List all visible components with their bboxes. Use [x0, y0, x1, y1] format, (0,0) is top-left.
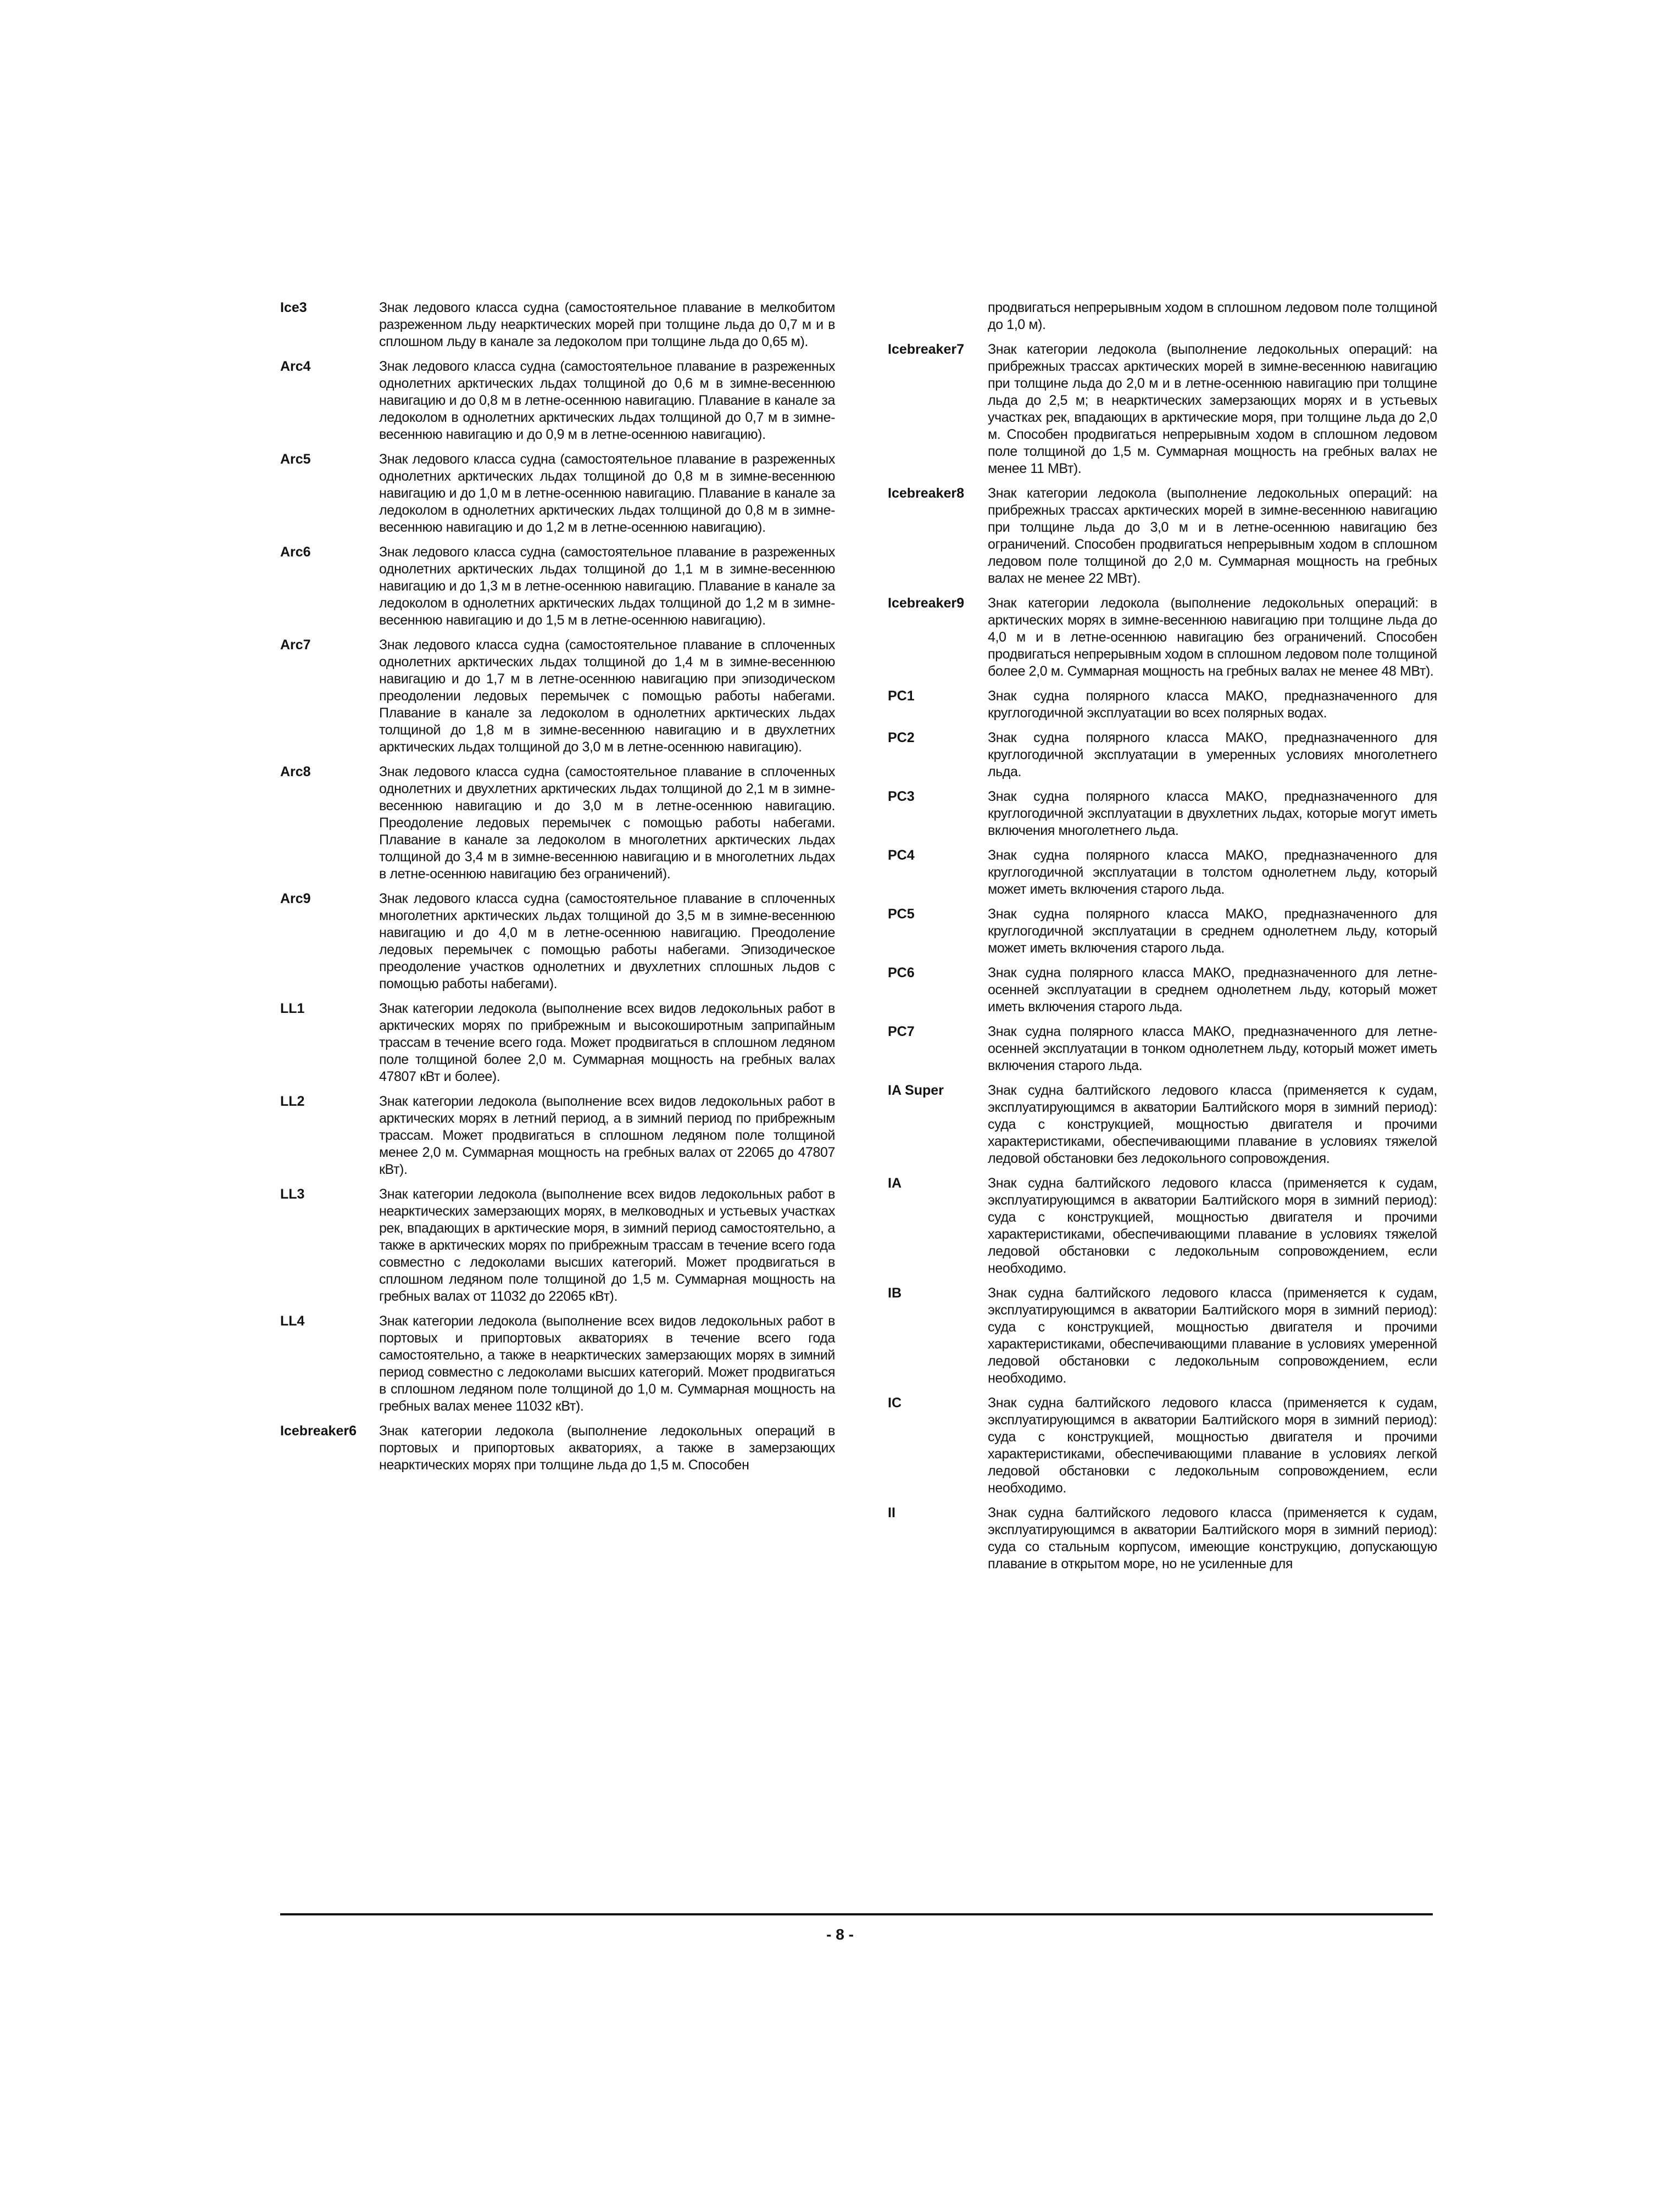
entry-description: Знак судна балтийского ледового класса (применяется к судам, эксплуатирующимся в акватории Балтийского моря в зимний период): суда со стальным корпусом, имеющие конструкцию, допускающую плавание в открытом море, но не усиленные для [988, 1505, 1437, 1572]
definition-entry [888, 341, 1437, 477]
definition-entry [888, 906, 1437, 957]
entry-description: Знак судна балтийского ледового класса (применяется к судам, эксплуатирующимся в акватории Балтийского моря в зимний период): суда с конструкцией, мощностью двигателя и прочими характеристиками, обеспечивающими плавание в условиях умеренной ледовой обстановки с ледокольным сопровождением, если необходимо. [988, 1285, 1437, 1386]
definition-entry [280, 1423, 835, 1474]
entry-code: IA Super [888, 1083, 944, 1098]
entry-description: Знак судна полярного класса МАКО, предназначенного для круглогодичной эксплуатации в толстом однолетнем льду, который может иметь включения старого льда. [988, 848, 1437, 897]
definition-entry [888, 1395, 1437, 1497]
entry-description: Знак судна полярного класса МАКО, предназначенного для круглогодичной эксплуатации в умеренных условиях многолетнего льда. [988, 730, 1437, 779]
entry-description: Знак ледового класса судна (самостоятельное плавание в разреженных однолетних арктических льдах толщиной до 0,8 м в зимне-весеннюю навигацию и до 1,0 м в летне-осеннюю навигацию. Плавание в канале за ледоколом в однолетних арктических льдах толщиной до 0,8 м в зимне-весеннюю навигацию и до 1,2 м в летне-осеннюю навигацию). [379, 452, 835, 535]
entry-code: LL4 [280, 1313, 305, 1329]
definition-entry [888, 729, 1437, 781]
entry-description: Знак судна полярного класса МАКО, предназначенного для круглогодичной эксплуатации в двухлетних льдах, которые могут иметь включения многолетнего льда. [988, 789, 1437, 838]
right-column [888, 299, 1437, 1580]
entry-description: Знак категории ледокола (выполнение ледокольных операций: в арктических морях в зимне-весеннюю навигацию при толщине льда до 4,0 м и в летне-осеннюю навигацию без ограничений. Способен продвигаться непрерывным ходом в сплошном ледовом поле толщиной более 2,0 м. Суммарная мощность на гребных валах не менее 48 МВт). [988, 595, 1437, 679]
footer-rule [280, 1913, 1433, 1915]
entry-code: LL2 [280, 1094, 305, 1109]
definition-entry [888, 1082, 1437, 1167]
definition-entry [888, 595, 1437, 680]
entry-description: Знак судна балтийского ледового класса (применяется к судам, эксплуатирующимся в акватории Балтийского моря в зимний период): суда с конструкцией, мощностью двигателя и прочими характеристиками, обеспечивающими плавание в условиях легкой ледовой обстановки с ледокольным сопровождением, если необходимо. [988, 1395, 1437, 1496]
entry-code: Icebreaker8 [888, 486, 965, 501]
entry-description: Знак судна балтийского ледового класса (применяется к судам, эксплуатирующимся в акватории Балтийского моря в зимний период): суда с конструкцией, мощностью двигателя и прочими характеристиками, обеспечивающими плавание в условиях тяжелой ледовой обстановки без ледокольного сопровождения. [988, 1083, 1437, 1166]
definition-entry [280, 451, 835, 536]
entry-description: Знак судна полярного класса МАКО, предназначенного для летне-осенней эксплуатации в тонком однолетнем льду, который может иметь включения старого льда. [988, 1024, 1437, 1073]
definition-entry [888, 485, 1437, 587]
entry-code: Arc6 [280, 544, 311, 560]
entry-code: Arc7 [280, 637, 311, 653]
entry-code: Icebreaker7 [888, 342, 965, 357]
entry-description: Знак ледового класса судна (самостоятельное плавание в разреженных однолетних арктических льдах толщиной до 0,6 м в зимне-весеннюю навигацию и до 0,8 м в летне-осеннюю навигацию. Плавание в канале за ледоколом в однолетних арктических льдах толщиной до 0,7 м в зимне-весеннюю навигацию и до 0,9 м в летне-осеннюю навигацию). [379, 359, 835, 442]
definition-entry [280, 637, 835, 756]
entry-description: Знак категории ледокола (выполнение всех видов ледокольных работ в портовых и припортовых акваториях в течение всего года самостоятельно, а также в неарктических замерзающих морях в зимний период совместно с ледоколами высших категорий. Может продвигаться в сплошном ледяном поле толщиной до 1,0 м. Суммарная мощность на гребных валах менее 11032 кВт). [379, 1313, 835, 1414]
definition-entry [280, 1313, 835, 1415]
entry-code: Icebreaker9 [888, 595, 965, 611]
definition-entry [888, 1505, 1437, 1573]
entry-description: Знак ледового класса судна (самостоятельное плавание в мелкобитом разреженном льду неарктических морей при толщине льда до 0,7 м и в сплошном льду в канале за ледоколом при толщине льда до 0,65 м). [379, 300, 835, 349]
definition-entry [280, 299, 835, 350]
definition-entry [888, 1175, 1437, 1277]
entry-code: IC [888, 1395, 902, 1411]
entry-code: LL1 [280, 1001, 305, 1016]
entry-code: Icebreaker6 [280, 1423, 357, 1439]
entry-description: Знак ледового класса судна (самостоятельное плавание в сплоченных однолетних арктических льдах толщиной до 1,4 м в зимне-весеннюю навигацию и до 1,7 м в летне-осеннюю навигацию при эпизодическом преодолении ледовых перемычек с помощью работы набегами. Плавание в канале за ледоколом в однолетних арктических льдах толщиной до 1,8 м в зимне-весеннюю навигацию и в двухлетних арктических льдах толщиной до 3,0 м в летне-осеннюю навигацию). [379, 637, 835, 755]
entry-code: Arc5 [280, 452, 311, 467]
entry-description: Знак категории ледокола (выполнение ледокольных операций в портовых и припортовых акваториях, а также в замерзающих неарктических морях при толщине льда до 1,5 м. Способен [379, 1423, 835, 1473]
entry-description: Знак категории ледокола (выполнение всех видов ледокольных работ в арктических морях в летний период, а в зимний период по прибрежным трассам. Может продвигаться в сплошном ледяном поле толщиной менее 2,0 м. Суммарная мощность на гребных валах от 22065 до 47807 кВт). [379, 1094, 835, 1177]
definition-entry [888, 1023, 1437, 1074]
definition-entry [280, 1186, 835, 1305]
page-number: - 8 - [826, 1926, 854, 1943]
entry-code: PC3 [888, 789, 915, 804]
left-column [280, 299, 835, 1481]
entry-description: Знак категории ледокола (выполнение всех видов ледокольных работ в арктических морях по прибрежным и высокоширотным заприпайным трассам в течение всего года. Может продвигаться в сплошном ледяном поле толщиной более 2,0 м. Суммарная мощность на гребных валах 47807 кВт и более). [379, 1001, 835, 1084]
entry-description: Знак судна полярного класса МАКО, предназначенного для круглогодичной эксплуатации в среднем однолетнем льду, который может иметь включения старого льда. [988, 906, 1437, 956]
entry-description: Знак ледового класса судна (самостоятельное плавание в сплоченных многолетних арктических льдах толщиной до 3,5 м в зимне-весеннюю навигацию и до 4,0 м в летне-осеннюю навигацию. Преодоление ледовых перемычек с помощью работы набегами. Эпизодическое преодоление участков однолетних и двухлетних сплошных льдов с помощью работы набегами). [379, 891, 835, 991]
entry-code: LL3 [280, 1186, 305, 1202]
definition-entry [280, 764, 835, 883]
definition-entry [888, 1285, 1437, 1387]
definition-entry [280, 544, 835, 629]
entry-description: Знак ледового класса судна (самостоятельное плавание в разреженных однолетних арктических льдах толщиной до 1,1 м в зимне-весеннюю навигацию и до 1,3 м в летне-осеннюю навигацию. Плавание в канале за ледоколом в однолетних арктических льдах толщиной до 1,2 м в зимне-весеннюю навигацию и до 1,5 м в летне-осеннюю навигацию). [379, 544, 835, 628]
right-column-continuation: продвигаться непрерывным ходом в сплошном ледовом поле толщиной до 1,0 м). [988, 300, 1437, 332]
entry-description: Знак ледового класса судна (самостоятельное плавание в сплоченных однолетних и двухлетних арктических льдах толщиной до 2,1 м в зимне-весеннюю навигацию и до 3,0 м в летне-осеннюю навигацию. Преодоление ледовых перемычек с помощью работы набегами. Плавание в канале за ледоколом в многолетних арктических льдах толщиной до 3,4 м в зимне-весеннюю навигацию и в многолетних льдах в летне-осеннюю навигацию без ограничений). [379, 764, 835, 882]
entry-code: II [888, 1505, 895, 1520]
entry-description: Знак судна полярного класса МАКО, предназначенного для летне-осенней эксплуатации в среднем однолетнем льду, который может иметь включения старого льда. [988, 965, 1437, 1015]
definition-entry [888, 847, 1437, 898]
definition-entry [280, 890, 835, 993]
entry-code: PC6 [888, 965, 915, 981]
entry-description: Знак судна полярного класса МАКО, предназначенного для круглогодичной эксплуатации во всех полярных водах. [988, 688, 1437, 721]
entry-description: Знак судна балтийского ледового класса (применяется к судам, эксплуатирующимся в акватории Балтийского моря в зимний период): суда с конструкцией, мощностью двигателя и прочими характеристиками, обеспечивающими плавание в условиях тяжелой ледовой обстановки с ледокольным сопровождением, если необходимо. [988, 1176, 1437, 1276]
definition-entry [280, 1000, 835, 1085]
definition-entry [888, 965, 1437, 1016]
entry-description: Знак категории ледокола (выполнение всех видов ледокольных работ в неарктических замерзающих морях, в мелководных и устьевых участках рек, впадающих в арктические моря, в зимний период самостоятельно, а также в арктических морях по прибрежным трассам в течение всего года совместно с ледоколами высших категорий. Может продвигаться в сплошном ледяном поле толщиной до 1,5 м. Суммарная мощность на гребных валах от 11032 до 22065 кВт). [379, 1186, 835, 1304]
entry-code: PC7 [888, 1024, 915, 1039]
entry-code: Ice3 [280, 300, 307, 315]
definition-entry [888, 688, 1437, 722]
entry-description: Знак категории ледокола (выполнение ледокольных операций: на прибрежных трассах арктических морей в зимне-весеннюю навигацию при толщине льда до 3,0 м и в летне-осеннюю навигацию без ограничений. Способен продвигаться непрерывным ходом в сплошном ледовом поле толщиной до 2,0 м. Суммарная мощность на гребных валах не менее 22 МВт). [988, 486, 1437, 586]
definition-entry [280, 358, 835, 443]
entry-code: IB [888, 1285, 902, 1301]
entry-code: PC4 [888, 848, 915, 863]
definition-entry [888, 788, 1437, 839]
entry-code: PC1 [888, 688, 915, 704]
entry-code: PC5 [888, 906, 915, 922]
entry-code: IA [888, 1176, 902, 1191]
definition-entry [280, 1093, 835, 1178]
entry-code: Arc9 [280, 891, 311, 906]
entry-code: Arc8 [280, 764, 311, 779]
entry-description: Знак категории ледокола (выполнение ледокольных операций: на прибрежных трассах арктических морей в зимне-весеннюю навигацию при толщине льда до 2,0 м и в летне-осеннюю навигацию при толщине льда до 2,5 м; в неарктических замерзающих морях и в устьевых участках рек, впадающих в арктические моря, при толщине льда до 2,0 м. Способен продвигаться непрерывным ходом в сплошном ледовом поле толщиной до 1,5 м. Суммарная мощность на гребных валах не менее 11 МВт). [988, 342, 1437, 476]
entry-code: Arc4 [280, 359, 311, 374]
entry-code: PC2 [888, 730, 915, 745]
